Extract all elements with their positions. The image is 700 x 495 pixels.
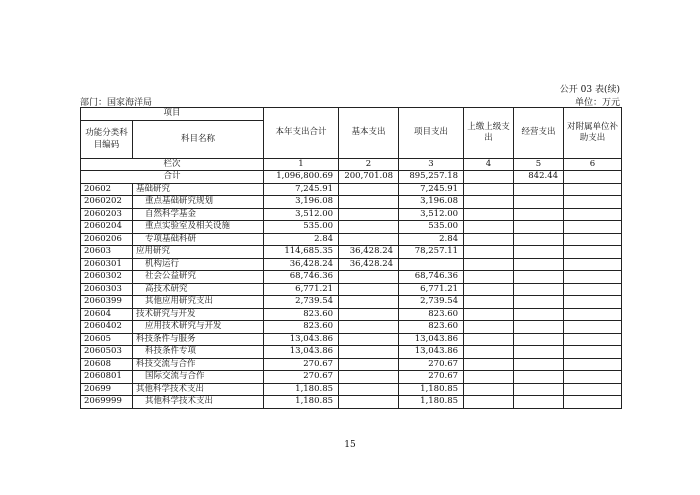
business-cell: [514, 233, 564, 246]
table-row: [81, 233, 622, 246]
business-cell: [514, 183, 564, 196]
table-row: [81, 358, 622, 371]
table-row: [81, 371, 622, 384]
basic-cell: [339, 346, 399, 359]
basic-cell: [339, 283, 399, 296]
business-cell: [514, 221, 564, 234]
col-number: 4: [464, 158, 514, 171]
table-row: [81, 196, 622, 209]
proj-cell: [399, 258, 464, 271]
table-row: [81, 183, 622, 196]
basic-cell: [339, 308, 399, 321]
subsidy-cell: [564, 208, 622, 221]
subsidy-cell: [564, 171, 622, 184]
code-cell: 2069999: [81, 396, 133, 409]
subsidy-cell: [564, 321, 622, 334]
upper-cell: [464, 258, 514, 271]
total-cell: 3,512.00: [264, 208, 339, 221]
header-basic: 基本支出: [339, 108, 399, 159]
subsidy-cell: [564, 233, 622, 246]
col-number: 1: [264, 158, 339, 171]
code-cell: 2060204: [81, 221, 133, 234]
subject-name-cell: 其他科学技术支出: [133, 396, 264, 409]
proj-cell: 13,043.86: [399, 346, 464, 359]
proj-cell: 535.00: [399, 221, 464, 234]
total-cell: 823.60: [264, 308, 339, 321]
subsidy-cell: [564, 383, 622, 396]
business-cell: [514, 371, 564, 384]
column-number-row: [81, 158, 622, 171]
business-cell: [514, 296, 564, 309]
subject-name-cell: 应用技术研究与开发: [133, 321, 264, 334]
code-cell: 2060303: [81, 283, 133, 296]
subject-name-cell: 技术研究与开发: [133, 308, 264, 321]
subject-name-cell: 科技条件专项: [133, 346, 264, 359]
header-proj: 项目支出: [399, 108, 464, 159]
subject-name-cell: 自然科学基金: [133, 208, 264, 221]
code-cell: 2060801: [81, 371, 133, 384]
business-cell: [514, 333, 564, 346]
proj-cell: 2.84: [399, 233, 464, 246]
subject-name-cell: 基础研究: [133, 183, 264, 196]
business-cell: [514, 396, 564, 409]
code-cell: 2060399: [81, 296, 133, 309]
business-cell: [514, 196, 564, 209]
basic-cell: [339, 221, 399, 234]
upper-cell: [464, 221, 514, 234]
subject-name-cell: 机构运行: [133, 258, 264, 271]
expenditure-table: [80, 107, 622, 409]
subsidy-cell: [564, 333, 622, 346]
table-row: [81, 296, 622, 309]
subsidy-cell: [564, 246, 622, 259]
upper-cell: [464, 371, 514, 384]
header-business: 经营支出: [514, 108, 564, 159]
code-cell: 2060402: [81, 321, 133, 334]
col-number: 2: [339, 158, 399, 171]
upper-cell: [464, 321, 514, 334]
subject-name-cell: 其他科学技术支出: [133, 383, 264, 396]
table-row: [81, 308, 622, 321]
subsidy-cell: [564, 196, 622, 209]
code-cell: 2060301: [81, 258, 133, 271]
business-cell: [514, 321, 564, 334]
total-cell: 535.00: [264, 221, 339, 234]
table-row: [81, 258, 622, 271]
basic-cell: [339, 208, 399, 221]
basic-cell: [339, 396, 399, 409]
code-cell: 2060503: [81, 346, 133, 359]
upper-cell: [464, 271, 514, 284]
basic-cell: [339, 358, 399, 371]
subject-name-cell: 专项基础科研: [133, 233, 264, 246]
total-cell: 1,096,800.69: [264, 171, 339, 184]
code-cell: 20608: [81, 358, 133, 371]
total-cell: 13,043.86: [264, 333, 339, 346]
basic-cell: 36,428.24: [339, 258, 399, 271]
subject-name-cell: 科技交流与合作: [133, 358, 264, 371]
total-cell: 7,245.91: [264, 183, 339, 196]
upper-cell: [464, 308, 514, 321]
upper-cell: [464, 333, 514, 346]
proj-cell: 270.67: [399, 358, 464, 371]
upper-cell: [464, 233, 514, 246]
subsidy-cell: [564, 183, 622, 196]
code-cell: 20605: [81, 333, 133, 346]
subject-name-cell: 应用研究: [133, 246, 264, 259]
business-cell: [514, 308, 564, 321]
code-cell: 2060203: [81, 208, 133, 221]
total-cell: 13,043.86: [264, 346, 339, 359]
table-row: [81, 246, 622, 259]
proj-cell: 823.60: [399, 321, 464, 334]
business-cell: [514, 271, 564, 284]
code-cell: 2060202: [81, 196, 133, 209]
unit-label: 单位：万元: [574, 98, 620, 108]
total-cell: 823.60: [264, 321, 339, 334]
subsidy-cell: [564, 371, 622, 384]
subsidy-cell: [564, 396, 622, 409]
proj-cell: 6,771.21: [399, 283, 464, 296]
subject-name-cell: 其他应用研究支出: [133, 296, 264, 309]
total-cell: 6,771.21: [264, 283, 339, 296]
header-row-1: [81, 108, 622, 121]
proj-cell: 78,257.11: [399, 246, 464, 259]
subsidy-cell: [564, 271, 622, 284]
basic-cell: [339, 371, 399, 384]
proj-cell: 2,739.54: [399, 296, 464, 309]
basic-cell: [339, 333, 399, 346]
basic-cell: [339, 183, 399, 196]
total-cell: 1,180.85: [264, 396, 339, 409]
proj-cell: 895,257.18: [399, 171, 464, 184]
table-row: [81, 383, 622, 396]
header-subsidy: 对附属单位补助支出: [564, 108, 622, 159]
table-row: [81, 346, 622, 359]
business-cell: [514, 246, 564, 259]
business-cell: [514, 383, 564, 396]
basic-cell: 36,428.24: [339, 246, 399, 259]
subsidy-cell: [564, 358, 622, 371]
header-upper: 上缴上级支出: [464, 108, 514, 159]
basic-cell: 200,701.08: [339, 171, 399, 184]
header-total: 本年支出合计: [264, 108, 339, 159]
upper-cell: [464, 346, 514, 359]
subject-name-cell: 国际交流与合作: [133, 371, 264, 384]
subsidy-cell: [564, 221, 622, 234]
upper-cell: [464, 396, 514, 409]
subsidy-cell: [564, 283, 622, 296]
proj-cell: 823.60: [399, 308, 464, 321]
business-cell: [514, 208, 564, 221]
form-number: 公开 03 表(续): [559, 85, 620, 95]
subject-name-cell: 社会公益研究: [133, 271, 264, 284]
business-cell: 842.44: [514, 171, 564, 184]
col-number: 6: [564, 158, 622, 171]
code-cell: 2060302: [81, 271, 133, 284]
total-cell: 68,746.36: [264, 271, 339, 284]
subsidy-cell: [564, 346, 622, 359]
basic-cell: [339, 233, 399, 246]
subsidy-cell: [564, 296, 622, 309]
total-cell: 114,685.35: [264, 246, 339, 259]
business-cell: [514, 258, 564, 271]
upper-cell: [464, 208, 514, 221]
total-cell: 2.84: [264, 233, 339, 246]
column-label: 栏次: [81, 158, 264, 171]
proj-cell: 3,196.08: [399, 196, 464, 209]
col-number: 3: [399, 158, 464, 171]
proj-cell: 68,746.36: [399, 271, 464, 284]
total-cell: 36,428.24: [264, 258, 339, 271]
business-cell: [514, 283, 564, 296]
basic-cell: [339, 296, 399, 309]
upper-cell: [464, 183, 514, 196]
table-row: [81, 271, 622, 284]
table-row: [81, 208, 622, 221]
proj-cell: 13,043.86: [399, 333, 464, 346]
table-row: [81, 321, 622, 334]
proj-cell: 270.67: [399, 371, 464, 384]
business-cell: [514, 358, 564, 371]
header-subject-name: 科目名称: [133, 120, 264, 158]
page-number: 15: [344, 440, 356, 450]
table-row: [81, 221, 622, 234]
table-row: [81, 396, 622, 409]
subject-name-cell: 高技术研究: [133, 283, 264, 296]
total-row: [81, 171, 622, 184]
total-cell: 2,739.54: [264, 296, 339, 309]
department-label: 部门：国家海洋局: [80, 98, 153, 108]
basic-cell: [339, 271, 399, 284]
proj-cell: 1,180.85: [399, 396, 464, 409]
subject-name-cell: 重点实验室及相关设施: [133, 221, 264, 234]
subject-name-cell: 科技条件与服务: [133, 333, 264, 346]
upper-cell: [464, 246, 514, 259]
basic-cell: [339, 321, 399, 334]
total-cell: 270.67: [264, 358, 339, 371]
proj-cell: 7,245.91: [399, 183, 464, 196]
col-number: 5: [514, 158, 564, 171]
proj-cell: 3,512.00: [399, 208, 464, 221]
proj-cell: 1,180.85: [399, 383, 464, 396]
subsidy-cell: [564, 308, 622, 321]
code-cell: 20699: [81, 383, 133, 396]
total-label: 合计: [81, 171, 264, 184]
code-cell: 20602: [81, 183, 133, 196]
upper-cell: [464, 171, 514, 184]
upper-cell: [464, 196, 514, 209]
table-row: [81, 333, 622, 346]
code-cell: 20603: [81, 246, 133, 259]
code-cell: 20604: [81, 308, 133, 321]
total-cell: 3,196.08: [264, 196, 339, 209]
subject-name-cell: 重点基础研究规划: [133, 196, 264, 209]
total-cell: 270.67: [264, 371, 339, 384]
basic-cell: [339, 196, 399, 209]
total-cell: 1,180.85: [264, 383, 339, 396]
business-cell: [514, 346, 564, 359]
header-project: 项目: [81, 108, 264, 121]
upper-cell: [464, 358, 514, 371]
upper-cell: [464, 283, 514, 296]
upper-cell: [464, 296, 514, 309]
header-func-code: 功能分类科目编码: [81, 120, 133, 158]
subsidy-cell: [564, 258, 622, 271]
table-row: [81, 283, 622, 296]
basic-cell: [339, 383, 399, 396]
code-cell: 2060206: [81, 233, 133, 246]
upper-cell: [464, 383, 514, 396]
